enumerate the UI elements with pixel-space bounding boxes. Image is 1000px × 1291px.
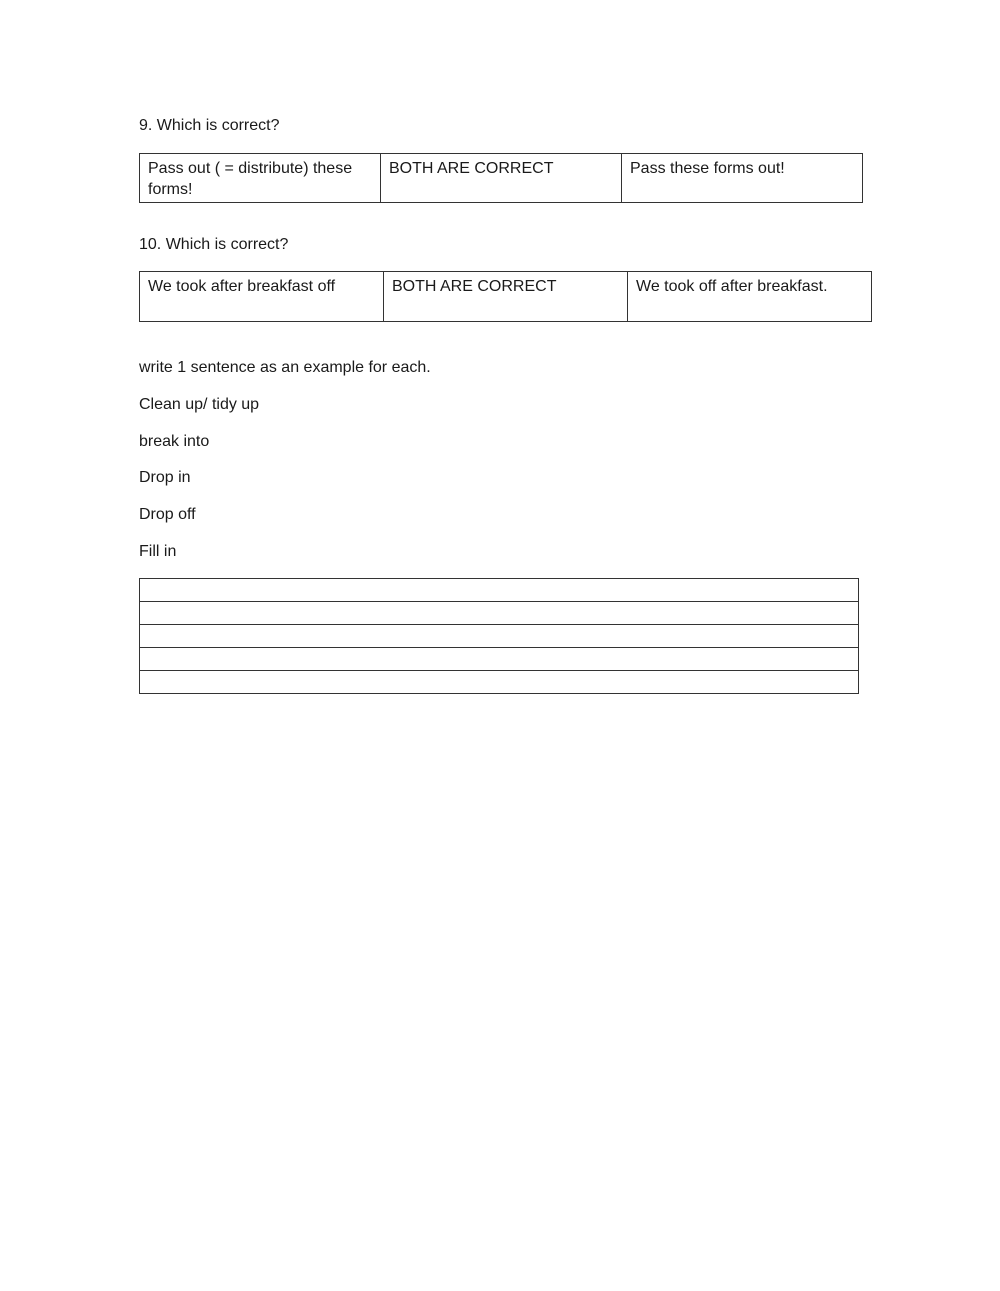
phrasal-verb-item: Drop off: [139, 506, 196, 523]
answer-row: [140, 648, 858, 671]
answer-row: [140, 579, 858, 602]
answer-input-5[interactable]: [140, 671, 858, 693]
answer-row: [140, 625, 858, 648]
answer-row: [140, 671, 858, 693]
phrasal-verb-item: break into: [139, 433, 210, 450]
phrasal-verb-item: Drop in: [139, 469, 191, 486]
question-9-option-b[interactable]: BOTH ARE CORRECT: [381, 154, 622, 203]
writing-instruction: write 1 sentence as an example for each.: [139, 359, 431, 376]
question-10-option-b[interactable]: BOTH ARE CORRECT: [384, 272, 628, 322]
question-10-option-c[interactable]: We took off after breakfast.: [628, 272, 872, 322]
phrasal-verb-item: Clean up/ tidy up: [139, 396, 260, 413]
answer-input-4[interactable]: [140, 648, 858, 670]
answer-table: [139, 578, 859, 694]
phrasal-verb-item: Fill in: [139, 543, 177, 560]
question-10-title: 10. Which is correct?: [139, 236, 289, 253]
question-9-options: [139, 153, 863, 203]
question-10-options: [139, 271, 872, 322]
answer-input-1[interactable]: [140, 579, 858, 601]
question-9-option-a[interactable]: Pass out ( = distribute) these forms!: [140, 154, 381, 203]
answer-input-3[interactable]: [140, 625, 858, 647]
question-10-option-a[interactable]: We took after breakfast off: [140, 272, 384, 322]
answer-row: [140, 602, 858, 625]
question-9-option-c[interactable]: Pass these forms out!: [622, 154, 863, 203]
answer-input-2[interactable]: [140, 602, 858, 624]
question-9-title: 9. Which is correct?: [139, 117, 280, 134]
